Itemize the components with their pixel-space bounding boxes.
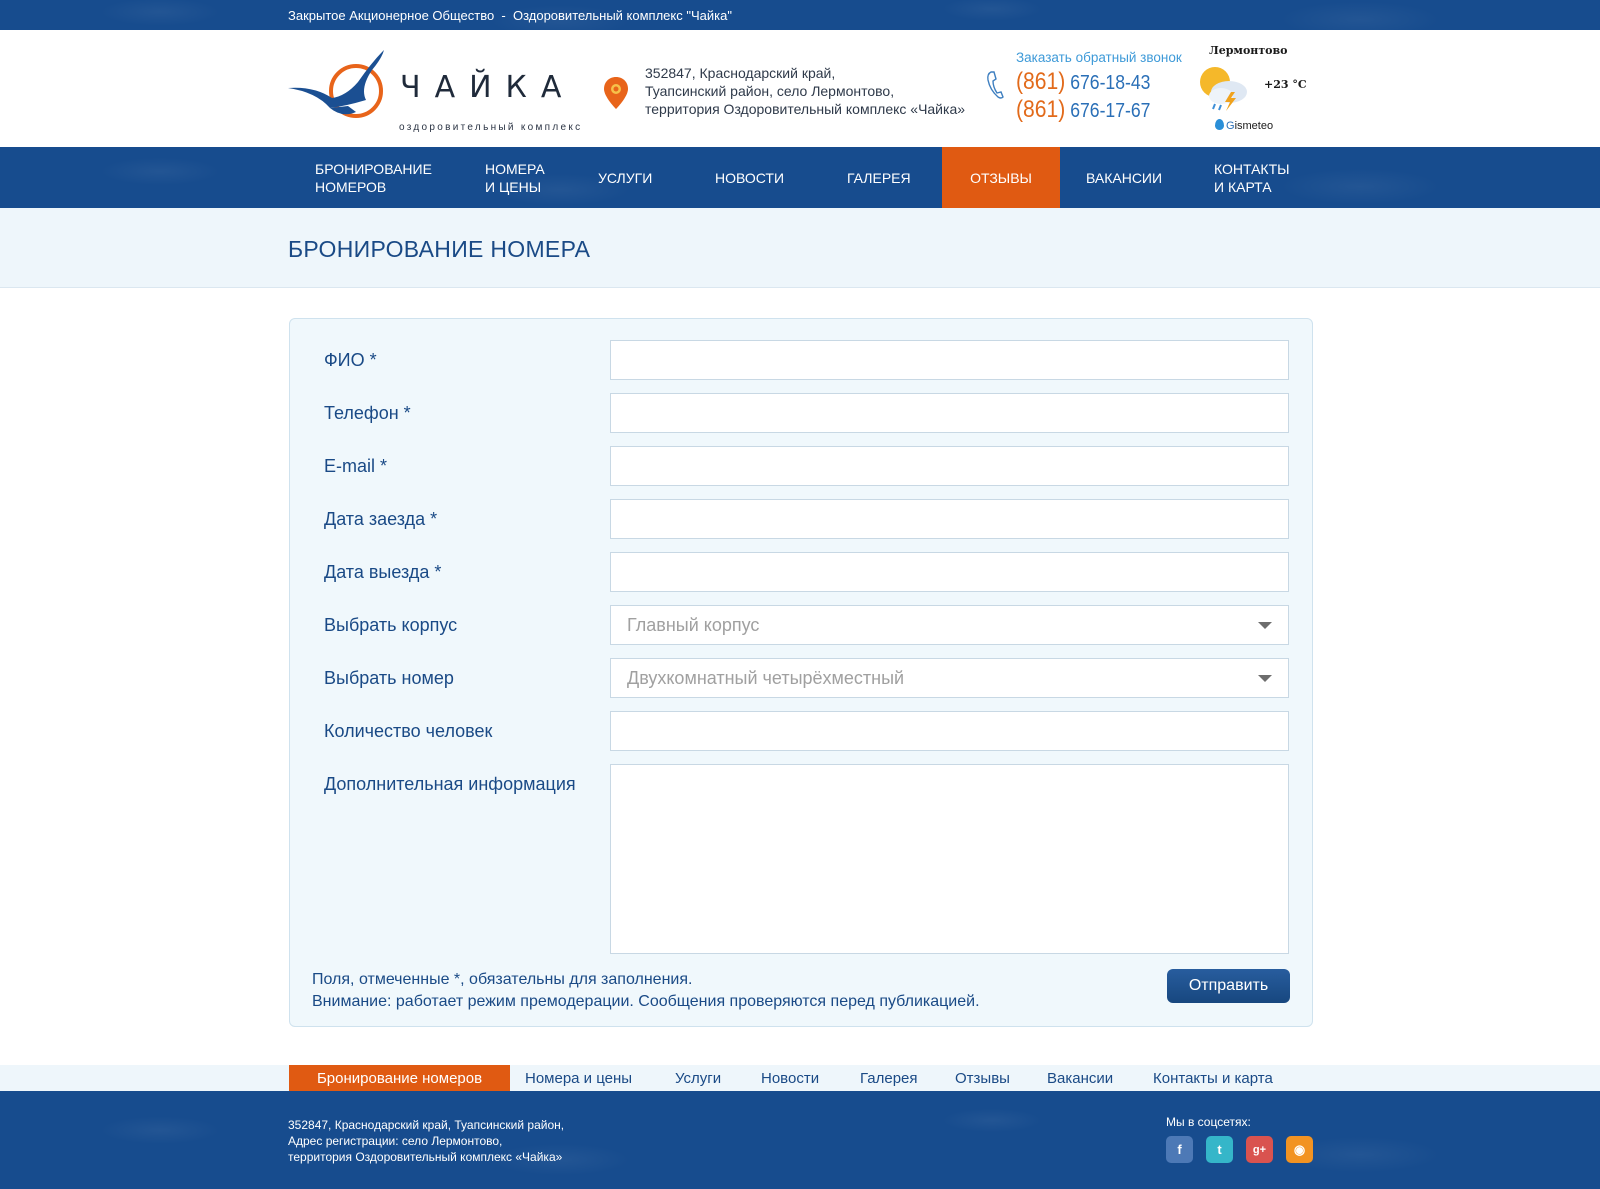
droplet-icon bbox=[1215, 119, 1224, 130]
weather-temp: +23 °C bbox=[1264, 78, 1307, 91]
top-bar bbox=[0, 0, 1600, 30]
field-label-phone: Телефон * bbox=[324, 403, 411, 423]
phone-number-1[interactable] bbox=[1016, 68, 1150, 96]
footer-link-gallery[interactable]: Галерея bbox=[860, 1069, 918, 1087]
footer-link-booking[interactable]: Бронирование номеров bbox=[289, 1065, 510, 1091]
nav-item-gallery[interactable] bbox=[847, 147, 937, 208]
field-label-email: E-mail * bbox=[324, 456, 388, 476]
email-input[interactable] bbox=[610, 446, 1289, 486]
address-line: 352847, Краснодарский край, bbox=[645, 65, 836, 81]
phone-input[interactable] bbox=[610, 393, 1289, 433]
nav-item-vacancies[interactable] bbox=[1086, 147, 1186, 208]
phone-code: (861) bbox=[1016, 96, 1066, 123]
company-name: Закрытое Акционерное Общество - Оздоровительный комплекс "Чайка" bbox=[288, 8, 732, 23]
phone-icon bbox=[985, 70, 1005, 100]
social-title: Мы в соцсетях: bbox=[1166, 1115, 1251, 1129]
building-select-value: Главный корпус bbox=[627, 614, 760, 635]
phone-digits: 676-18-43 bbox=[1070, 72, 1151, 94]
header bbox=[0, 30, 1600, 147]
location-pin-icon bbox=[603, 76, 629, 110]
header-address bbox=[645, 64, 985, 118]
footer-link-services[interactable]: Услуги bbox=[675, 1069, 722, 1087]
moderation-note: Внимание: работает режим премодерации. Сообщения проверяются перед публикацией. bbox=[312, 993, 980, 1010]
caret-down-icon bbox=[1258, 622, 1272, 629]
phone-code: (861) bbox=[1016, 68, 1066, 95]
google-plus-icon[interactable]: g+ bbox=[1246, 1136, 1273, 1163]
footer-address bbox=[288, 1117, 564, 1165]
field-label-additional: Дополнительная информация bbox=[324, 774, 576, 794]
nav-label: ГАЛЕРЕЯ bbox=[847, 169, 911, 186]
footer-link-rooms[interactable]: Номера и цены bbox=[525, 1069, 633, 1087]
nav-item-contacts[interactable] bbox=[1214, 147, 1324, 208]
callback-link[interactable]: Заказать обратный звонок bbox=[1016, 50, 1182, 65]
nav-item-news[interactable] bbox=[715, 147, 815, 208]
checkout-date-input[interactable] bbox=[610, 552, 1289, 592]
field-label-guests: Количество человек bbox=[324, 721, 493, 741]
additional-info-textarea[interactable] bbox=[610, 764, 1289, 954]
nav-label: КОНТАКТЫ И КАРТА bbox=[1214, 160, 1290, 195]
logo-wordmark: ЧАЙКА bbox=[400, 70, 576, 105]
logo[interactable] bbox=[286, 48, 586, 133]
nav-label: ВАКАНСИИ bbox=[1086, 169, 1163, 186]
form-notes bbox=[312, 969, 980, 1013]
phone-number-2[interactable] bbox=[1016, 96, 1150, 124]
rss-icon[interactable]: ◉ bbox=[1286, 1136, 1313, 1163]
nav-label: НОМЕРА И ЦЕНЫ bbox=[485, 160, 545, 195]
footer-address-line: Адрес регистрации: село Лермонтово, bbox=[288, 1134, 503, 1148]
weather-city: Лермонтово bbox=[1209, 44, 1288, 57]
footer-link-news[interactable]: Новости bbox=[761, 1069, 820, 1087]
address-line: Туапсинский район, село Лермонтово, bbox=[645, 83, 895, 99]
required-note: Поля, отмеченные *, обязательны для заполнения. bbox=[312, 971, 693, 988]
field-label-checkin: Дата заезда * bbox=[324, 509, 438, 529]
footer bbox=[0, 1091, 1600, 1189]
nav-item-booking[interactable] bbox=[315, 147, 455, 208]
title-band bbox=[0, 208, 1600, 288]
building-select[interactable] bbox=[610, 605, 1289, 645]
sun-cloud-lightning-icon bbox=[1195, 62, 1253, 112]
nav-label: БРОНИРОВАНИЕ НОМЕРОВ bbox=[315, 160, 432, 195]
footer-address-line: 352847, Краснодарский край, Туапсинский район, bbox=[288, 1118, 565, 1132]
main-nav bbox=[0, 147, 1600, 208]
nav-label: ОТЗЫВЫ bbox=[970, 169, 1032, 186]
submit-button[interactable]: Отправить bbox=[1167, 969, 1290, 1003]
field-label-checkout: Дата выезда * bbox=[324, 562, 442, 582]
checkin-date-input[interactable] bbox=[610, 499, 1289, 539]
field-label-room: Выбрать номер bbox=[324, 668, 454, 688]
booking-form bbox=[289, 318, 1313, 1027]
nav-item-reviews[interactable] bbox=[942, 147, 1060, 208]
gismeteo-link[interactable] bbox=[1215, 119, 1273, 132]
phone-digits: 676-17-67 bbox=[1070, 100, 1151, 122]
twitter-icon[interactable]: t bbox=[1206, 1136, 1233, 1163]
brand-rest: ismeteo bbox=[1234, 120, 1274, 132]
address-line: территория Оздоровительный комплекс «Чайка» bbox=[645, 101, 966, 117]
footer-menu bbox=[0, 1065, 1600, 1091]
nav-item-rooms[interactable] bbox=[485, 147, 585, 208]
brand-g: G bbox=[1226, 120, 1235, 132]
weather-widget[interactable] bbox=[1195, 44, 1315, 144]
facebook-icon[interactable]: f bbox=[1166, 1136, 1193, 1163]
full-name-input[interactable] bbox=[610, 340, 1289, 380]
footer-link-contacts[interactable]: Контакты и карта bbox=[1153, 1069, 1273, 1087]
nav-label: НОВОСТИ bbox=[715, 169, 785, 186]
guests-count-input[interactable] bbox=[610, 711, 1289, 751]
footer-link-vacancies[interactable]: Вакансии bbox=[1047, 1069, 1114, 1087]
footer-address-line: территория Оздоровительный комплекс «Чайка» bbox=[288, 1150, 563, 1164]
nav-item-services[interactable] bbox=[598, 147, 688, 208]
logo-subtitle: оздоровительный комплекс bbox=[399, 122, 583, 133]
seagull-logo-icon bbox=[286, 48, 396, 128]
page-title: БРОНИРОВАНИЕ НОМЕРА bbox=[288, 236, 591, 262]
field-label-building: Выбрать корпус bbox=[324, 615, 458, 635]
room-select[interactable] bbox=[610, 658, 1289, 698]
footer-link-reviews[interactable]: Отзывы bbox=[955, 1069, 1010, 1087]
caret-down-icon bbox=[1258, 675, 1272, 682]
nav-label: УСЛУГИ bbox=[598, 169, 653, 186]
field-label-name: ФИО * bbox=[324, 350, 377, 370]
room-select-value: Двухкомнатный четырёхместный bbox=[627, 667, 905, 688]
